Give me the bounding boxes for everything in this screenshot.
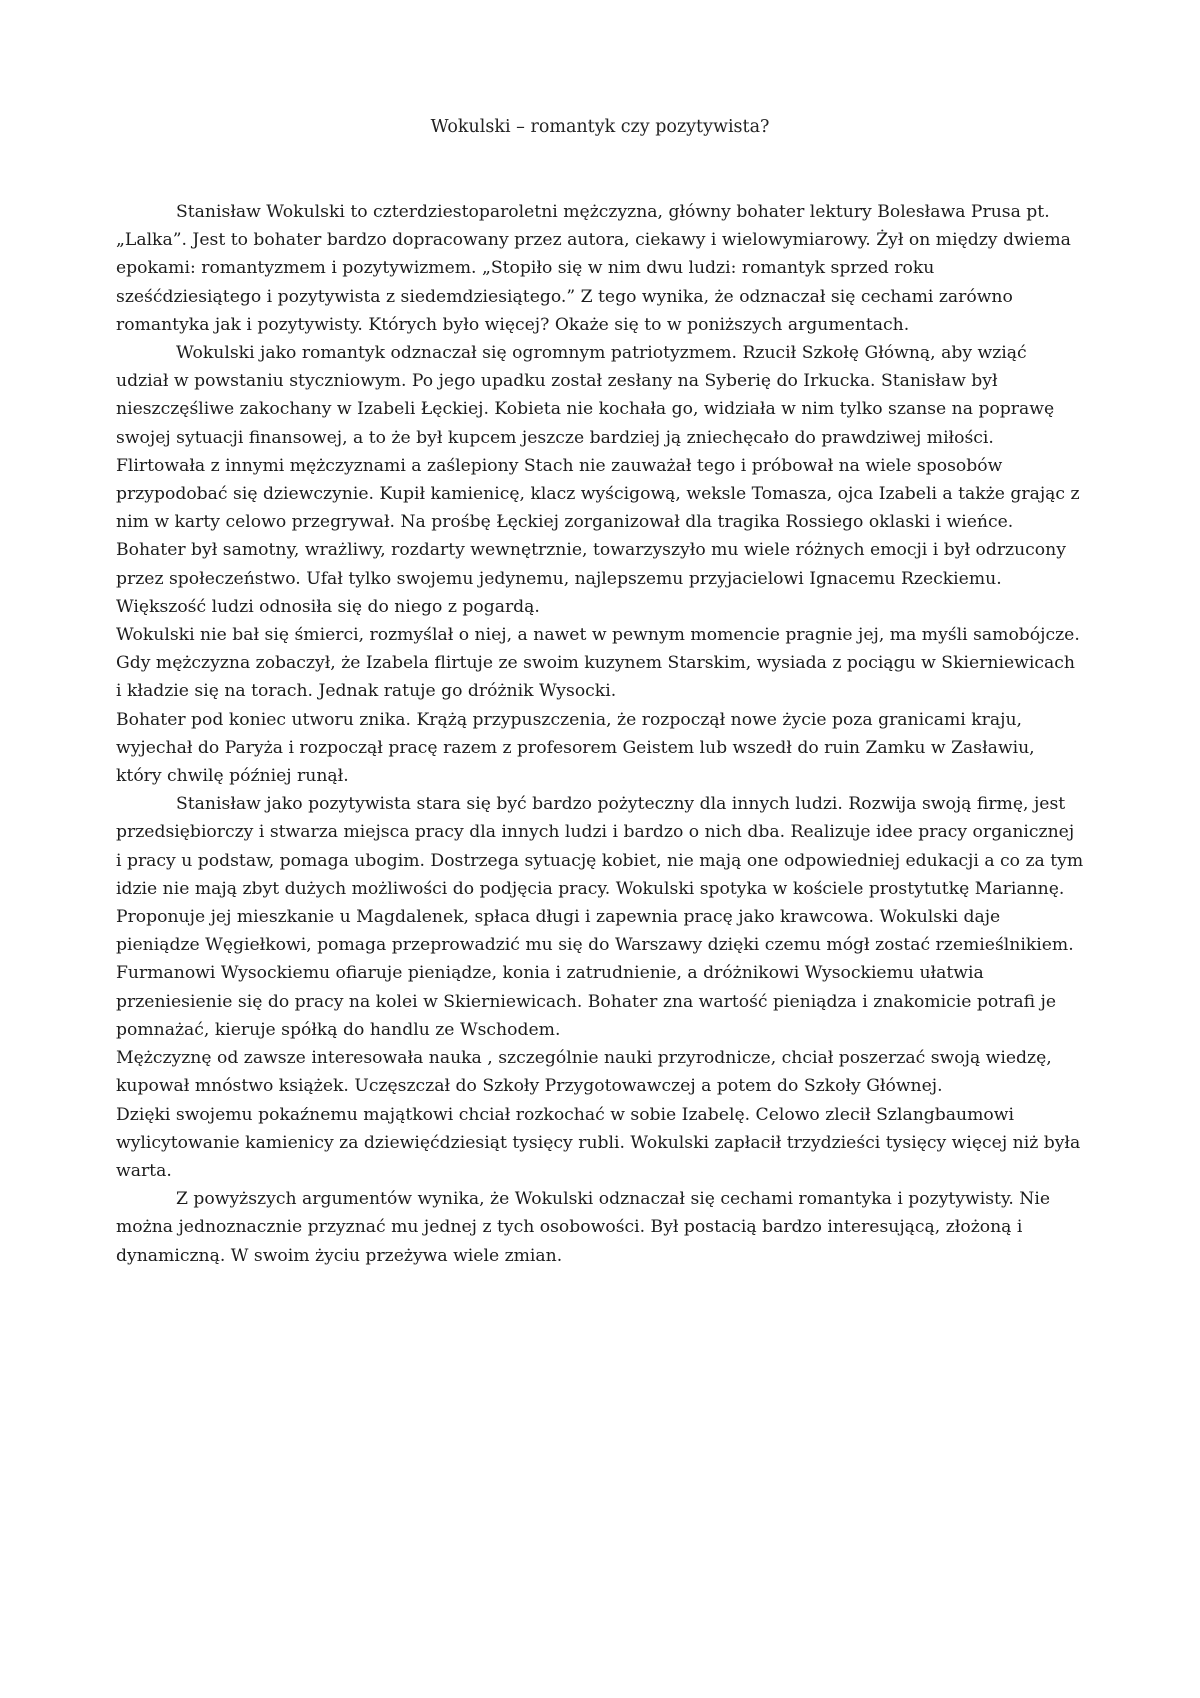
paragraph-science: Mężczyznę od zawsze interesowała nauka , szczególnie nauki przyrodnicze, chciał poszerzać swoją wiedzę, kupował mnóstwo książek. Uczęszczał do Szkoły Przygotowawczej a potem do Szkoły Głównej.	[116, 1048, 1052, 1097]
paragraph-loneliness: Bohater był samotny, wrażliwy, rozdarty wewnętrznie, towarzyszyło mu wiele różnych emocji i był odrzucony przez społeczeństwo. Ufał tylko swojemu jedynemu, najlepszemu przyjacielowi Ignacemu Rzeckiemu. Większość ludzi odnosiła się do niego z pogardą.	[116, 540, 1066, 617]
paragraph-wealth: Dzięki swojemu pokaźnemu majątkowi chciał rozkochać w sobie Izabelę. Celowo zlecił Szlangbaumowi wylicytowanie kamienicy za dziewięćdziesiąt tysięcy rubli. Wokulski zapłacił trzydzieści tysięcy więcej niż była warta.	[116, 1104, 1081, 1181]
document-title: Wokulski – romantyk czy pozytywista?	[430, 117, 770, 137]
paragraph-death-thoughts: Wokulski nie bał się śmierci, rozmyślał o niej, a nawet w pewnym momencie pragnie jej, ma myśli samobójcze. Gdy mężczyzna zobaczył, że Izabela flirtuje ze swoim kuzynem Starskim, wysiada z pociągu w Skierniewicach i kładzie się na torach. Jednak ratuje go dróżnik Wysocki.	[116, 625, 1080, 702]
paragraph-disappearance: Bohater pod koniec utworu znika. Krążą przypuszczenia, że rozpoczął nowe życie poza granicami kraju, wyjechał do Paryża i rozpoczął pracę razem z profesorem Geistem lub wszedł do ruin Zamku w Zasławiu, który chwilę później runął.	[116, 709, 1035, 787]
paragraph-conclusion: Z powyższych argumentów wynika, że Wokulski odznaczał się cechami romantyka i pozytywisty. Nie można jednoznacznie przyznać mu jednej z tych osobowości. Był postacią bardzo interesującą, złożoną i dynamiczną. W swoim życiu przeżywa wiele zmian.	[116, 1189, 1051, 1266]
paragraph-positivist-work: Stanisław jako pozytywista stara się być bardzo pożyteczny dla innych ludzi. Rozwija swoją firmę, jest przedsiębiorczy i stwarza miejsca pracy dla innych ludzi i bardzo o nich dba. Realizuje idee pracy organicznej i pracy u podstaw, pomaga ubogim. Dostrzega sytuację kobiet, nie mają one odpowiedniej edukacji a co za tym idzie nie mają zbyt dużych możliwości do podjęcia pracy. Wokulski spotyka w kościele prostytutkę Mariannę. Proponuje jej mieszkanie u Magdalenek, spłaca długi i zapewnia pracę jako krawcowa. Wokulski daje pieniądze Węgiełkowi, pomaga przeprowadzić mu się do Warszawy dzięki czemu mógł zostać rzemieślnikiem. Furmanowi Wysockiemu ofiaruje pieniądze, konia i zatrudnienie, a dróżnikowi Wysockiemu ułatwia przeniesienie się do pracy na kolei w Skierniewicach. Bohater zna wartość pieniądza i znakomicie potrafi je pomnażać, kieruje spółką do handlu ze Wschodem.	[116, 794, 1084, 1040]
paragraph-romantic-patriotism: Wokulski jako romantyk odznaczał się ogromnym patriotyzmem. Rzucił Szkołę Główną, aby wziąć udział w powstaniu styczniowym. Po jego upadku został zesłany na Syberię do Irkucka. Stanisław był nieszczęśliwe zakochany w Izabeli Łęckiej. Kobieta nie kochała go, widziała w nim tylko szanse na poprawę swojej sytuacji finansowej, a to że był kupcem jeszcze bardziej ją zniechęcało do prawdziwej miłości. Flirtowała z innymi mężczyznami a zaślepiony Stach nie zauważał tego i próbował na wiele sposobów przypodobać się dziewczynie. Kupił kamienicę, klacz wyścigową, weksle Tomasza, ojca Izabeli a także grając z nim w karty celowo przegrywał. Na prośbę Łęckiej zorganizował dla tragika Rossiego oklaski i wieńce.	[116, 343, 1080, 533]
paragraph-intro: Stanisław Wokulski to czterdziestoparoletni mężczyzna, główny bohater lektury Bolesława Prusa pt. „Lalka”. Jest to bohater bardzo dopracowany przez autora, ciekawy i wielowymiarowy. Żył on między dwiema epokami: romantyzmem i pozytywizmem. „Stopiło się w nim dwu ludzi: romantyk sprzed roku sześćdziesiątego i pozytywista z siedemdziesiątego.” Z tego wynika, że odznaczał się cechami zarówno romantyka jak i pozytywisty. Których było więcej? Okaże się to w poniższych argumentach.	[116, 202, 1071, 335]
document-body	[116, 198, 1084, 1270]
